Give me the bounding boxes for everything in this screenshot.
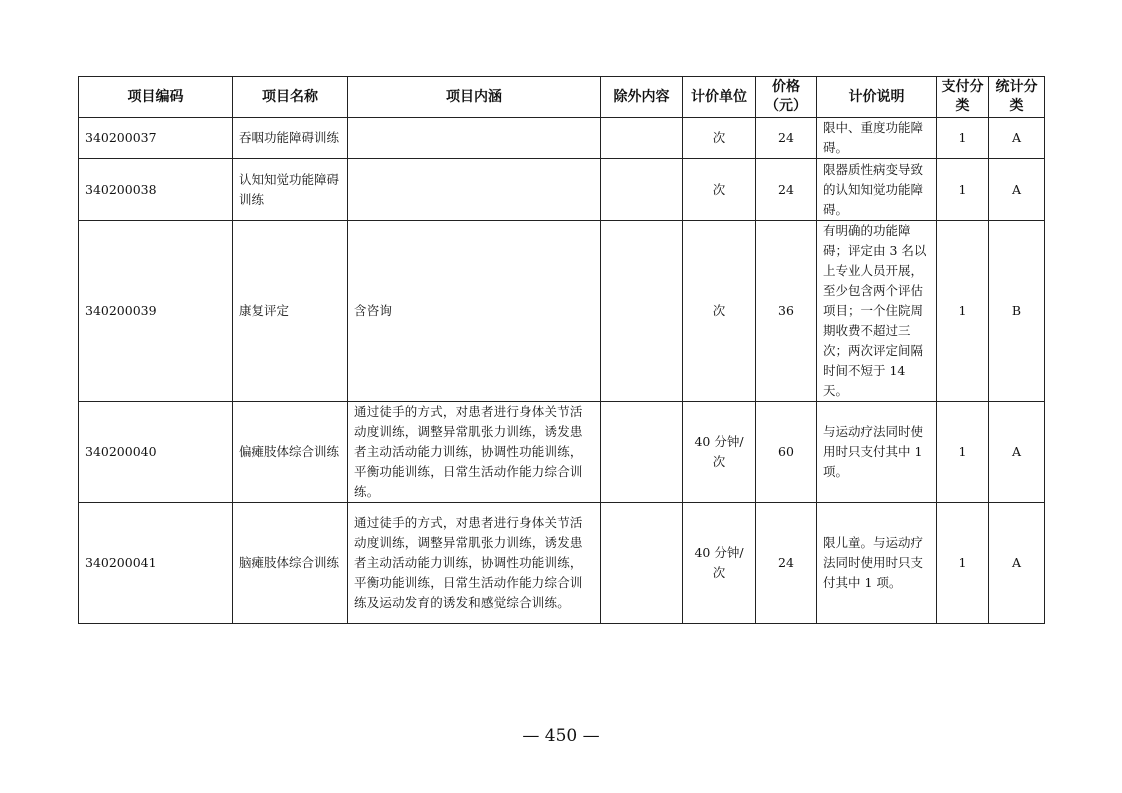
cell-note: 与运动疗法同时使用时只支付其中 1 项。 [817, 402, 937, 503]
cell-stat-class: A [989, 503, 1045, 624]
table-row [79, 118, 1045, 159]
cell-excluded [601, 503, 683, 624]
cell-pay-class: 1 [937, 221, 989, 402]
cell-pay-class: 1 [937, 118, 989, 159]
page-number: — 450 — [522, 726, 600, 746]
cell-code: 340200037 [79, 118, 233, 159]
cell-pay-class: 1 [937, 402, 989, 503]
cell-code: 340200039 [79, 221, 233, 402]
header-pay-class: 支付分类 [937, 77, 989, 118]
table-row [79, 503, 1045, 624]
table-header-row [79, 77, 1045, 118]
header-stat-class: 统计分类 [989, 77, 1045, 118]
cell-unit: 次 [683, 159, 756, 221]
cell-stat-class: A [989, 159, 1045, 221]
cell-note: 限中、重度功能障碍。 [817, 118, 937, 159]
cell-price: 24 [756, 503, 817, 624]
cell-excluded [601, 159, 683, 221]
table-row [79, 159, 1045, 221]
cell-stat-class: B [989, 221, 1045, 402]
cell-content: 含咨询 [348, 221, 601, 402]
cell-price: 60 [756, 402, 817, 503]
table-row [79, 221, 1045, 402]
cell-price: 24 [756, 118, 817, 159]
cell-price: 36 [756, 221, 817, 402]
cell-stat-class: A [989, 402, 1045, 503]
cell-excluded [601, 221, 683, 402]
cell-unit: 次 [683, 221, 756, 402]
cell-note: 限器质性病变导致的认知知觉功能障碍。 [817, 159, 937, 221]
cell-content: 通过徒手的方式，对患者进行身体关节活动度训练，调整异常肌张力训练，诱发患者主动活动能力训练，协调性功能训练，平衡功能训练，日常生活动作能力综合训练及运动发育的诱发和感觉综合训练。 [348, 503, 601, 624]
cell-price: 24 [756, 159, 817, 221]
cell-excluded [601, 402, 683, 503]
cell-note: 限儿童。与运动疗法同时使用时只支付其中 1 项。 [817, 503, 937, 624]
cell-unit: 40 分钟/次 [683, 402, 756, 503]
cell-unit: 40 分钟/次 [683, 503, 756, 624]
cell-unit: 次 [683, 118, 756, 159]
header-excluded: 除外内容 [601, 77, 683, 118]
cell-name: 脑瘫肢体综合训练 [233, 503, 348, 624]
cell-name: 偏瘫肢体综合训练 [233, 402, 348, 503]
cell-name: 康复评定 [233, 221, 348, 402]
header-note: 计价说明 [817, 77, 937, 118]
cell-code: 340200040 [79, 402, 233, 503]
header-code: 项目编码 [79, 77, 233, 118]
cell-note: 有明确的功能障碍；评定由 3 名以上专业人员开展，至少包含两个评估项目；一个住院周期收费不超过三次；两次评定间隔时间不短于 14 天。 [817, 221, 937, 402]
header-name: 项目名称 [233, 77, 348, 118]
cell-code: 340200038 [79, 159, 233, 221]
cell-stat-class: A [989, 118, 1045, 159]
table-row [79, 402, 1045, 503]
cell-content: 通过徒手的方式，对患者进行身体关节活动度训练，调整异常肌张力训练，诱发患者主动活动能力训练，协调性功能训练，平衡功能训练，日常生活动作能力综合训练。 [348, 402, 601, 503]
header-price: 价格（元） [756, 77, 817, 118]
cell-content [348, 118, 601, 159]
cell-code: 340200041 [79, 503, 233, 624]
cell-pay-class: 1 [937, 503, 989, 624]
cell-pay-class: 1 [937, 159, 989, 221]
price-table [78, 76, 1045, 624]
header-unit: 计价单位 [683, 77, 756, 118]
cell-name: 吞咽功能障碍训练 [233, 118, 348, 159]
header-content: 项目内涵 [348, 77, 601, 118]
cell-name: 认知知觉功能障碍训练 [233, 159, 348, 221]
cell-content [348, 159, 601, 221]
cell-excluded [601, 118, 683, 159]
